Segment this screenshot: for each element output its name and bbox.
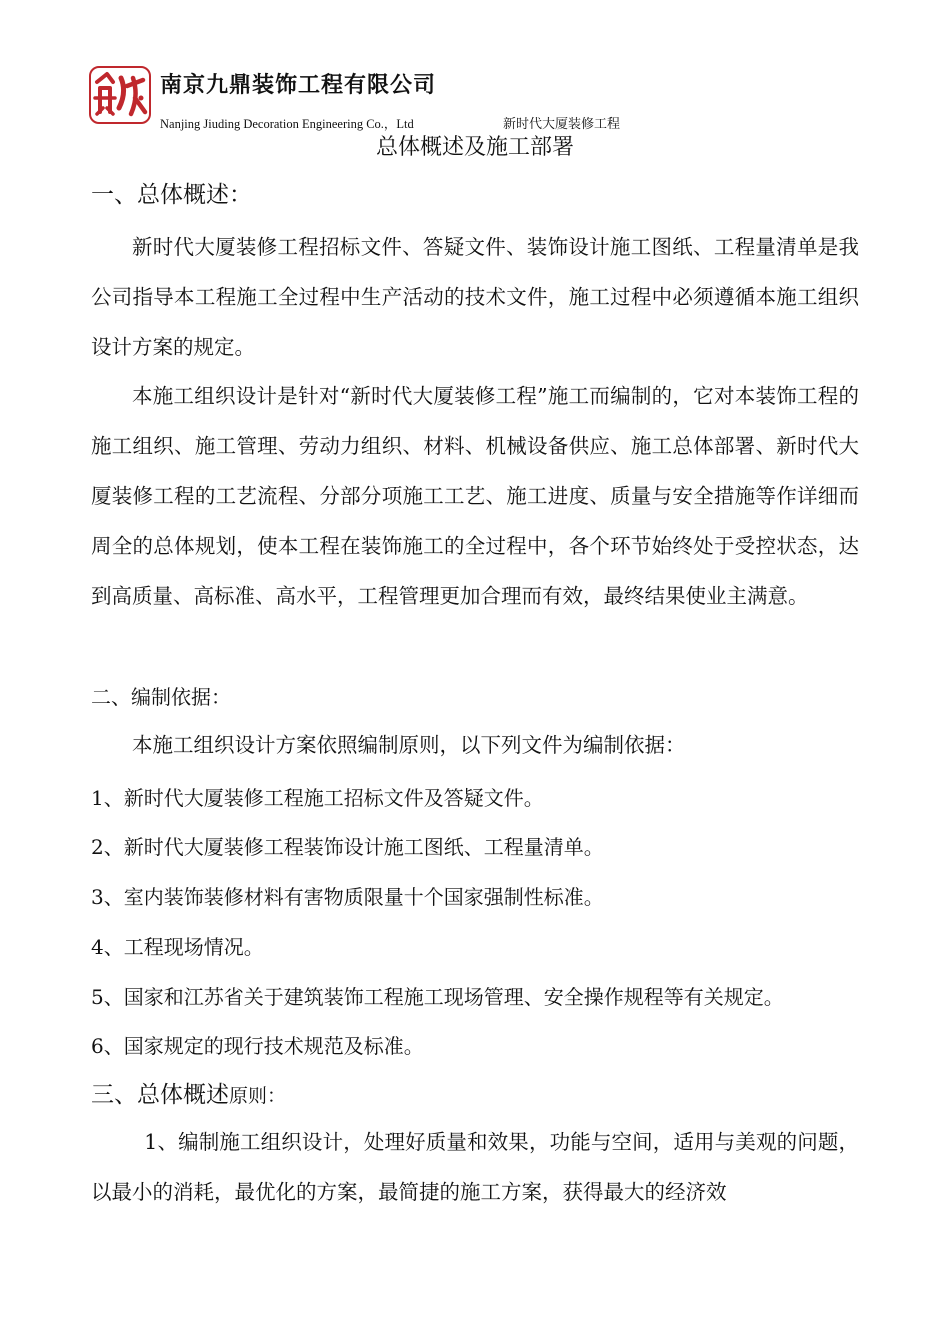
document-title: 总体概述及施工部署 (375, 135, 574, 160)
principles-heading-tail: 原则： (229, 1085, 287, 1107)
basis-intro: 本施工组织设计方案依照编制原则，以下列文件为编制依据： (132, 733, 686, 757)
principles-paragraph-1: 1、编制施工组织设计，处理好质量和效果，功能与空间，适用与美观的问题，以最小的消耗，最优化的方案，最简捷的施工方案，获得最大的经济效 (91, 1130, 859, 1204)
project-name-header: 新时代大厦装修工程 (503, 117, 621, 132)
company-name-en: Nanjing Jiuding Decoration Engineering Co.，Ltd (160, 117, 414, 131)
section-heading-overview: 一、总体概述： (91, 182, 252, 208)
principles-heading-main: 三、总体概述 (91, 1082, 229, 1108)
jiuding-seal-logo (89, 66, 151, 124)
basis-item: 2、新时代大厦装修工程装饰设计施工图纸、工程量清单。 (91, 835, 604, 859)
basis-item: 3、室内装饰装修材料有害物质限量十个国家强制性标准。 (91, 885, 604, 909)
overview-paragraph-1: 新时代大厦装修工程招标文件、答疑文件、装饰设计施工图纸、工程量清单是我公司指导本工程施工全过程中生产活动的技术文件，施工过程中必须遵循本施工组织设计方案的规定。 (91, 235, 859, 359)
section-heading-basis: 二、编制依据： (91, 685, 231, 709)
basis-item: 5、国家和江苏省关于建筑装饰工程施工现场管理、安全操作规程等有关规定。 (91, 985, 784, 1009)
section-heading-principles (91, 1076, 286, 1109)
basis-item: 1、新时代大厦装修工程施工招标文件及答疑文件。 (91, 786, 544, 810)
basis-item: 6、国家规定的现行技术规范及标准。 (91, 1034, 424, 1058)
overview-paragraph-2: 本施工组织设计是针对“新时代大厦装修工程”施工而编制的，它对本装饰工程的施工组织、施工管理、劳动力组织、材料、机械设备供应、施工总体部署、新时代大厦装修工程的工艺流程、分部分项施工工艺、施工进度、质量与安全措施等作详细而周全的总体规划，使本工程在装饰施工的全过程中，各个环节始终处于受控状态，达到高质量、高标准、高水平，工程管理更加合理而有效，最终结果使业主满意。 (91, 384, 859, 608)
company-name-cn: 南京九鼎装饰工程有限公司 (160, 73, 437, 98)
basis-item: 4、工程现场情况。 (91, 935, 264, 959)
